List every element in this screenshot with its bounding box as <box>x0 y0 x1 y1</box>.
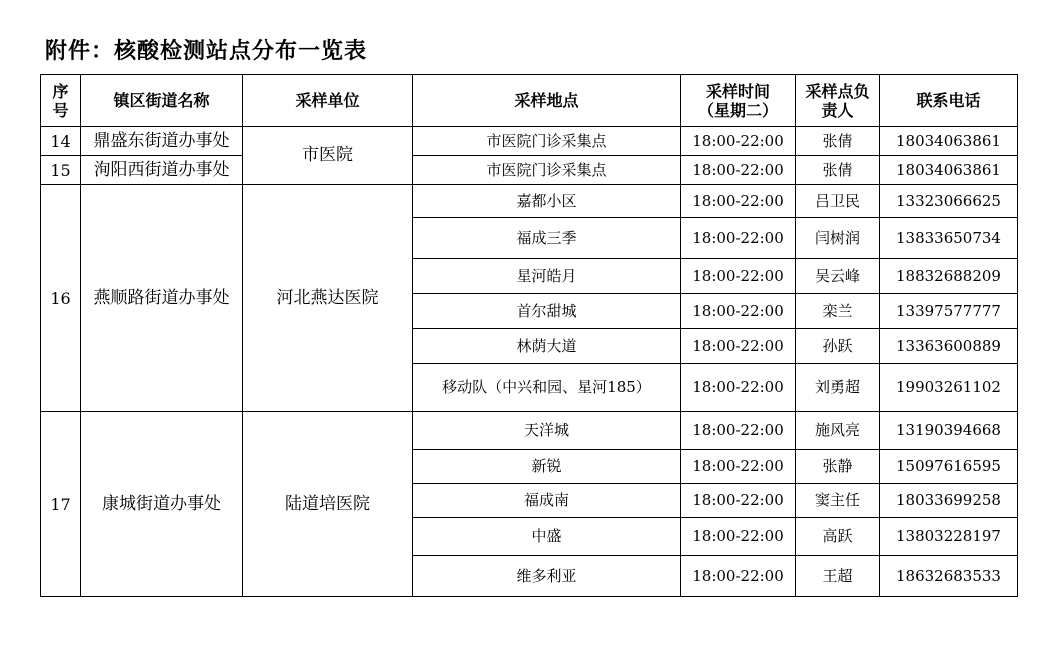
time-cell: 18:00-22:00 <box>681 450 796 484</box>
unit-cell: 河北燕达医院 <box>243 185 413 412</box>
seq-cell: 17 <box>41 412 81 597</box>
unit-cell: 市医院 <box>243 127 413 185</box>
phone-cell: 13803228197 <box>880 518 1018 556</box>
seq-cell: 15 <box>41 156 81 185</box>
phone-cell: 18033699258 <box>880 484 1018 518</box>
person-cell: 张静 <box>796 450 880 484</box>
phone-cell: 18034063861 <box>880 127 1018 156</box>
person-cell: 高跃 <box>796 518 880 556</box>
seq-cell: 14 <box>41 127 81 156</box>
table-row <box>41 127 1018 156</box>
table-row <box>41 185 1018 218</box>
header-time: 采样时间 （星期二） <box>681 75 796 127</box>
time-cell: 18:00-22:00 <box>681 127 796 156</box>
page-title: 附件：核酸检测站点分布一览表 <box>45 39 368 64</box>
person-cell: 窦主任 <box>796 484 880 518</box>
street-cell: 康城街道办事处 <box>81 412 243 597</box>
person-cell: 吴云峰 <box>796 259 880 294</box>
header-site: 采样地点 <box>413 75 681 127</box>
site-cell: 中盛 <box>413 518 681 556</box>
phone-cell: 18034063861 <box>880 156 1018 185</box>
time-cell: 18:00-22:00 <box>681 294 796 329</box>
site-cell: 移动队（中兴和园、星河185） <box>413 364 681 412</box>
phone-cell: 15097616595 <box>880 450 1018 484</box>
site-cell: 福成三季 <box>413 218 681 259</box>
time-cell: 18:00-22:00 <box>681 156 796 185</box>
time-cell: 18:00-22:00 <box>681 218 796 259</box>
person-cell: 张倩 <box>796 156 880 185</box>
phone-cell: 18832688209 <box>880 259 1018 294</box>
header-row <box>41 75 1018 127</box>
header-person: 采样点负 责人 <box>796 75 880 127</box>
phone-cell: 13323066625 <box>880 185 1018 218</box>
person-cell: 王超 <box>796 556 880 597</box>
header-seq: 序 号 <box>41 75 81 127</box>
site-table <box>40 74 1018 597</box>
table-row <box>41 156 1018 185</box>
time-cell: 18:00-22:00 <box>681 185 796 218</box>
person-cell: 吕卫民 <box>796 185 880 218</box>
header-phone: 联系电话 <box>880 75 1018 127</box>
phone-cell: 19903261102 <box>880 364 1018 412</box>
phone-cell: 13363600889 <box>880 329 1018 364</box>
site-cell: 市医院门诊采集点 <box>413 127 681 156</box>
person-cell: 栾兰 <box>796 294 880 329</box>
person-cell: 张倩 <box>796 127 880 156</box>
time-cell: 18:00-22:00 <box>681 364 796 412</box>
phone-cell: 13190394668 <box>880 412 1018 450</box>
street-cell: 鼎盛东街道办事处 <box>81 127 243 156</box>
person-cell: 施风亮 <box>796 412 880 450</box>
site-cell: 新锐 <box>413 450 681 484</box>
time-cell: 18:00-22:00 <box>681 412 796 450</box>
site-cell: 星河皓月 <box>413 259 681 294</box>
header-unit: 采样单位 <box>243 75 413 127</box>
time-cell: 18:00-22:00 <box>681 329 796 364</box>
phone-cell: 13833650734 <box>880 218 1018 259</box>
person-cell: 闫树润 <box>796 218 880 259</box>
time-cell: 18:00-22:00 <box>681 518 796 556</box>
site-cell: 嘉都小区 <box>413 185 681 218</box>
header-street: 镇区街道名称 <box>81 75 243 127</box>
unit-cell: 陆道培医院 <box>243 412 413 597</box>
site-cell: 市医院门诊采集点 <box>413 156 681 185</box>
phone-cell: 13397577777 <box>880 294 1018 329</box>
table-row <box>41 412 1018 450</box>
seq-cell: 16 <box>41 185 81 412</box>
person-cell: 刘勇超 <box>796 364 880 412</box>
street-cell: 洵阳西街道办事处 <box>81 156 243 185</box>
street-cell: 燕顺路街道办事处 <box>81 185 243 412</box>
person-cell: 孙跃 <box>796 329 880 364</box>
site-cell: 首尔甜城 <box>413 294 681 329</box>
time-cell: 18:00-22:00 <box>681 259 796 294</box>
time-cell: 18:00-22:00 <box>681 484 796 518</box>
site-cell: 福成南 <box>413 484 681 518</box>
time-cell: 18:00-22:00 <box>681 556 796 597</box>
site-cell: 维多利亚 <box>413 556 681 597</box>
phone-cell: 18632683533 <box>880 556 1018 597</box>
site-cell: 林荫大道 <box>413 329 681 364</box>
site-cell: 天洋城 <box>413 412 681 450</box>
